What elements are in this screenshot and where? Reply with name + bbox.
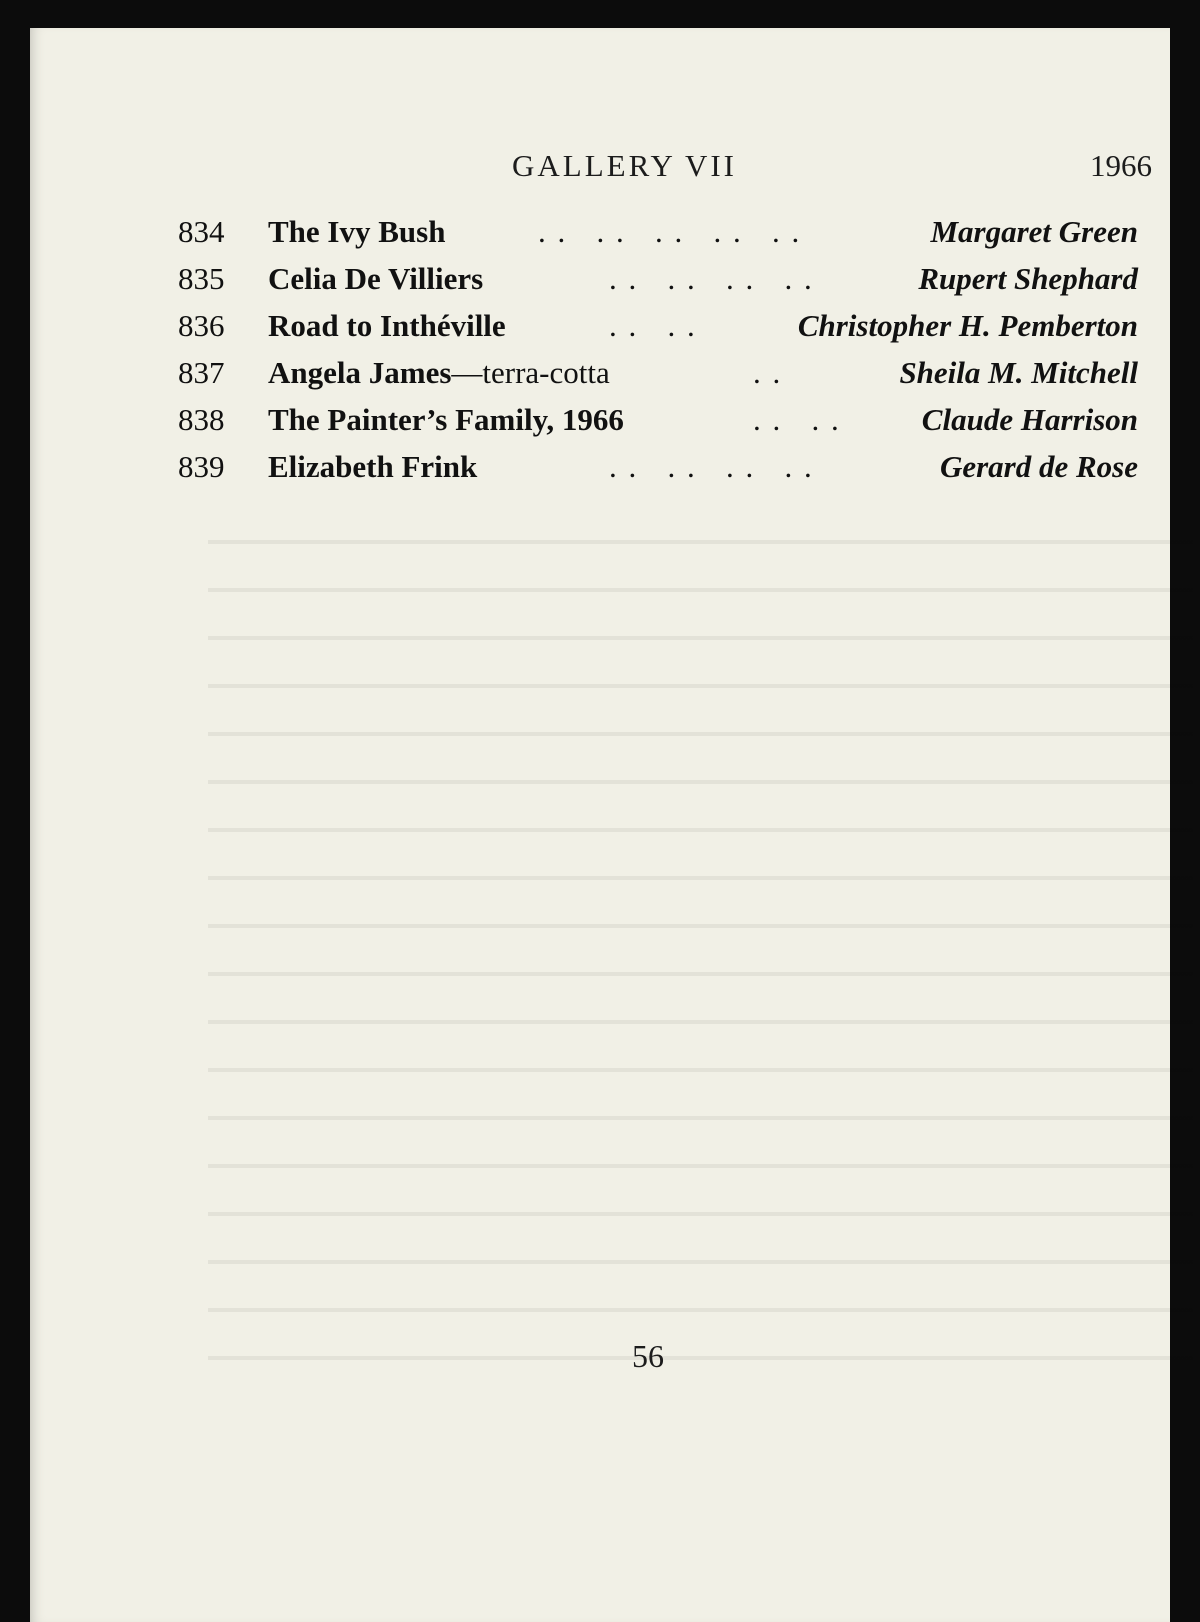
entry-list xyxy=(178,214,1138,496)
gallery-title: GALLERY VII xyxy=(512,148,738,183)
entry-artist: Rupert Shephard xyxy=(918,261,1138,296)
leader-dots: . . . . . . . . xyxy=(609,261,814,296)
page-header xyxy=(30,148,1170,188)
entry-title: Road to Inthéville xyxy=(268,308,506,343)
leader-dots: . . . . xyxy=(753,402,841,437)
catalogue-page xyxy=(30,28,1170,1622)
entry-number: 838 xyxy=(178,402,225,437)
entry-number: 834 xyxy=(178,214,225,249)
entry-number: 835 xyxy=(178,261,225,296)
entry-title: Angela James—terra-cotta xyxy=(268,355,610,390)
list-item xyxy=(178,449,1138,496)
entry-artist: Christopher H. Pemberton xyxy=(797,308,1138,343)
entry-artist: Gerard de Rose xyxy=(939,449,1138,484)
entry-title: The Painter’s Family, 1966 xyxy=(268,402,624,437)
entry-title: Celia De Villiers xyxy=(268,261,484,296)
leader-dots: . . . . . . . . xyxy=(609,449,814,484)
entry-number: 839 xyxy=(178,449,225,484)
list-item xyxy=(178,261,1138,308)
leader-dots: . . xyxy=(753,355,783,390)
page-number: 56 xyxy=(632,1338,664,1374)
entry-artist: Claude Harrison xyxy=(921,402,1138,437)
entry-number: 836 xyxy=(178,308,225,343)
show-through-text xyxy=(208,518,1193,1398)
entry-number: 837 xyxy=(178,355,225,390)
list-item xyxy=(178,214,1138,261)
leader-dots: . . . . xyxy=(609,308,697,343)
entry-title: Elizabeth Frink xyxy=(268,449,478,484)
entry-artist: Margaret Green xyxy=(930,214,1138,249)
entry-artist: Sheila M. Mitchell xyxy=(899,355,1138,390)
list-item xyxy=(178,355,1138,402)
entry-title: The Ivy Bush xyxy=(268,214,446,249)
list-item xyxy=(178,308,1138,355)
list-item xyxy=(178,402,1138,449)
leader-dots: . . . . . . . . . . xyxy=(538,214,802,249)
year: 1966 xyxy=(1090,148,1152,183)
